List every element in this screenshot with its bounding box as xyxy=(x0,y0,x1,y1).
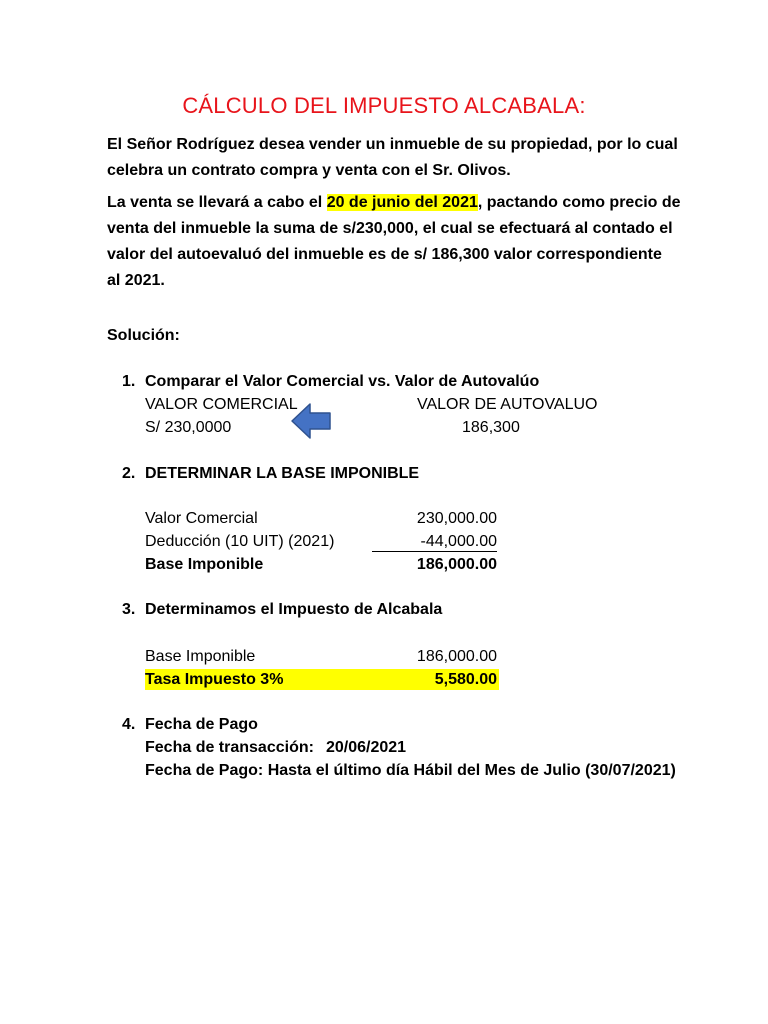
row-valor-comercial-label: Valor Comercial xyxy=(145,510,258,527)
step-3-heading: Determinamos el Impuesto de Alcabala xyxy=(145,601,443,618)
intro-line: celebra un contrato compra y venta con el Sr. Olivos. xyxy=(107,162,511,179)
valor-autovaluo-value: 186,300 xyxy=(462,419,520,436)
row-deduccion-label: Deducción (10 UIT) (2021) xyxy=(145,533,335,550)
intro-text: La venta se llevará a cabo el xyxy=(107,194,327,211)
step-2-heading: DETERMINAR LA BASE IMPONIBLE xyxy=(145,465,420,482)
left-arrow-icon xyxy=(290,402,332,440)
row-base-imponible-2-label: Base Imponible xyxy=(145,648,256,665)
valor-comercial-value: S/ 230,0000 xyxy=(145,419,232,436)
intro-paragraph-1 xyxy=(107,132,678,184)
intro-paragraph-2 xyxy=(107,190,681,294)
row-tasa-value: 5,580.00 xyxy=(434,671,497,688)
row-base-imponible-value: 186,000.00 xyxy=(416,556,497,573)
intro-line: valor del autoevaluó del inmueble es de s/ 186,300 valor correspondiente xyxy=(107,246,662,263)
step-4-number: 4. xyxy=(122,716,136,733)
valor-comercial-label: VALOR COMERCIAL xyxy=(145,396,298,413)
fecha-transaccion-value: 20/06/2021 xyxy=(326,739,407,756)
date-highlight: 20 de junio del 2021 xyxy=(326,194,478,211)
row-tasa-label: Tasa Impuesto 3% xyxy=(145,671,284,688)
intro-line xyxy=(107,190,681,216)
row-valor-comercial-value: 230,000.00 xyxy=(416,510,497,527)
row-deduccion-value: -44,000.00 xyxy=(372,533,497,552)
step-2-number: 2. xyxy=(122,465,136,482)
row-base-imponible-label: Base Imponible xyxy=(145,556,264,573)
valor-autovaluo-label: VALOR DE AUTOVALUO xyxy=(417,396,598,413)
intro-line: al 2021. xyxy=(107,272,165,289)
step-3-number: 3. xyxy=(122,601,136,618)
intro-text: , pactando como precio de xyxy=(477,194,681,211)
intro-line: El Señor Rodríguez desea vender un inmueble de su propiedad, por lo cual xyxy=(107,136,678,153)
page-title: CÁLCULO DEL IMPUESTO ALCABALA: xyxy=(182,93,586,118)
solution-label: Solución: xyxy=(107,327,180,344)
row-base-imponible-2-value: 186,000.00 xyxy=(416,648,497,665)
fecha-transaccion-label: Fecha de transacción: xyxy=(145,739,314,756)
step-1-number: 1. xyxy=(122,373,136,390)
step-4-heading: Fecha de Pago xyxy=(145,716,258,733)
intro-line: venta del inmueble la suma de s/230,000, el cual se efectuará al contado el xyxy=(107,220,673,237)
step-1-heading: Comparar el Valor Comercial vs. Valor de Autovalúo xyxy=(145,373,540,390)
fecha-pago-line: Fecha de Pago: Hasta el último día Hábil del Mes de Julio (30/07/2021) xyxy=(145,762,676,779)
